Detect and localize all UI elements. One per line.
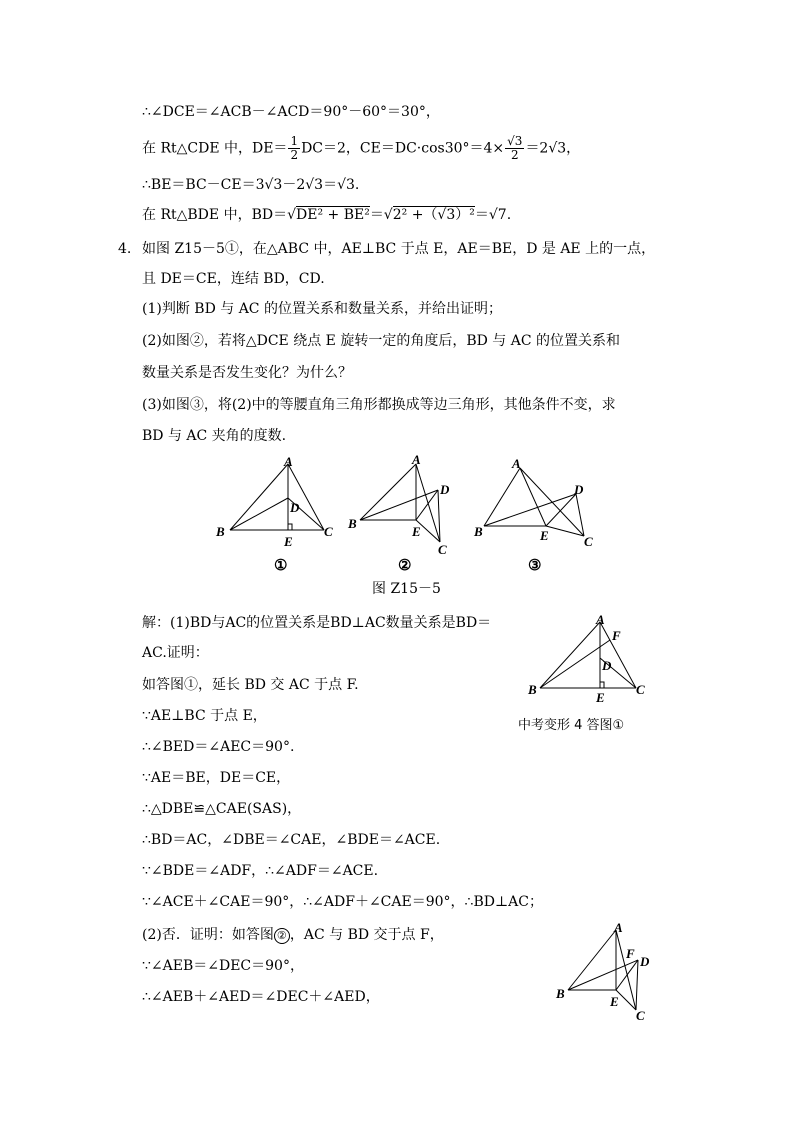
fig3-edge-bd [484, 494, 576, 526]
ans2-edge-ac [616, 930, 636, 1010]
solution-text-7: ∴△DBE≌△CAE(SAS)， [142, 801, 302, 817]
fig3-number: ③ [528, 558, 542, 574]
question-part-2a: (2)如图②，若将△DCE 绕点 E 旋转一定的角度后，BD 与 AC 的位置关系和 [142, 333, 621, 349]
circled-two: ② [274, 928, 290, 944]
ans2-edge-ab [568, 930, 616, 990]
solution-text-12: ∵∠AEB＝∠DEC＝90°， [142, 958, 304, 974]
fig1-right-angle [288, 524, 292, 530]
fraction-half: $\frac{1}{2}$ [290, 134, 299, 162]
solution-text-5: ∴∠BED＝∠AEC＝90°. [142, 739, 295, 755]
question-text-1: 如图 Z15－5①，在△ABC 中，AE⊥BC 于点 E，AE＝BE，D 是 AE 上的一点， [142, 241, 656, 257]
fig3-label-e: E [540, 528, 549, 543]
solution-line-1: ∴∠DCE＝∠ACB－∠ACD＝90°－60°＝30°， [142, 104, 440, 120]
fig2-label-b: B [348, 516, 357, 531]
fig2-label-c: C [438, 542, 447, 557]
solution-text-2: AC.证明： [142, 645, 209, 661]
fig3-label-c: C [584, 534, 593, 549]
solution-text-6: ∵AE＝BE，DE＝CE， [142, 770, 291, 786]
fig1-label-c: C [324, 524, 333, 539]
solution-text-10: ∵∠ACE＋∠CAE＝90°，∴∠ADF＋∠CAE＝90°，∴BD⊥AC； [142, 894, 543, 910]
fig1-label-b: B [216, 524, 225, 539]
ans1-edge-ab [540, 622, 600, 688]
answer-figure-2 [554, 920, 664, 1024]
solution-11-part-a: (2)否．证明：如答图 [142, 927, 274, 943]
fig2-label-a: A [412, 452, 421, 467]
fig2-edge-ab [360, 464, 416, 520]
fig3-edge-dc [576, 494, 584, 536]
fig1-label-a: A [284, 454, 293, 469]
ans2-label-e: E [610, 994, 619, 1009]
solution-line-3: ∴BE＝BC－CE＝3√3－2√3＝√3. [142, 177, 360, 193]
solution-line-4 [142, 206, 511, 224]
fig2-label-d: D [440, 482, 450, 497]
fig2-label-e: E [412, 524, 421, 539]
ans1-label-c: C [636, 682, 645, 697]
ans2-label-d: D [640, 954, 650, 969]
figure-2 [342, 450, 462, 576]
figure-1 [212, 452, 342, 576]
line4-part-a: 在 Rt△BDE 中，BD＝√ [142, 207, 296, 223]
fraction-sqrt3-half: $\frac{√3}{2}$ [507, 134, 523, 162]
answer-figure-caption: 中考变形 4 答图① [518, 718, 625, 733]
fig2-edge-dc [438, 490, 440, 542]
figure-caption: 图 Z15－5 [372, 581, 441, 597]
ans2-label-a: A [614, 920, 623, 935]
fig3-edge-ae [520, 468, 546, 526]
ans1-label-e: E [596, 690, 605, 704]
figure-3 [470, 454, 600, 576]
ans1-label-a: A [596, 612, 605, 627]
line2-part-c: ＝2√3， [525, 140, 581, 157]
ans1-label-b: B [528, 682, 537, 697]
solution-text-4: ∵AE⊥BC 于点 E， [142, 708, 267, 724]
fig3-edge-ec [546, 526, 584, 536]
solution-text-9: ∵∠BDE＝∠ADF，∴∠ADF＝∠ACE. [142, 863, 379, 879]
fig3-label-b: B [474, 524, 483, 539]
question-part-1: (1)判断 BD 与 AC 的位置关系和数量关系，并给出证明； [142, 301, 502, 317]
question-part-2b: 数量关系是否发生变化？为什么？ [142, 365, 352, 381]
fig3-label-a: A [512, 456, 521, 471]
solution-11-part-b: ，AC 与 BD 交于点 F， [289, 927, 444, 943]
question-part-3a: (3)如图③，将(2)中的等腰直角三角形都换成等边三角形，其他条件不变，求 [142, 397, 616, 413]
line4-part-c: ＝√ [369, 207, 393, 223]
solution-text-13: ∴∠AEB＋∠AED＝∠DEC＋∠AED， [142, 989, 380, 1005]
fig2-number: ② [398, 558, 412, 574]
line4-part-e: ＝√7. [474, 207, 512, 223]
fig1-label-e: E [284, 534, 293, 549]
answer-figure-1 [524, 612, 654, 704]
line2-part-b: DC＝2，CE＝DC·cos30°＝4× [301, 140, 505, 157]
ans2-label-f: F [626, 946, 635, 961]
ans2-edge-dc [636, 960, 638, 1010]
solution-text-8: ∴BD＝AC，∠DBE＝∠CAE，∠BDE＝∠ACE. [142, 832, 441, 848]
solution-text-11 [142, 926, 444, 944]
solution-text-1: 解：(1)BD与AC的位置关系是BD⊥AC数量关系是BD＝ [142, 615, 492, 631]
line4-radicand-1: DE² + BE² [296, 207, 370, 223]
solution-text-3: 如答图①，延长 BD 交 AC 于点 F. [142, 677, 359, 693]
fig1-edge-ab [230, 464, 288, 530]
fig2-edge-bd [360, 490, 438, 520]
ans1-right-angle [600, 682, 604, 688]
question-number: 4. [118, 241, 132, 257]
fig1-label-d: D [290, 500, 300, 515]
solution-line-2 [142, 135, 580, 162]
fig1-edge-ac [288, 464, 324, 530]
line2-part-a: 在 Rt△CDE 中，DE＝ [142, 140, 288, 157]
fig1-edge-bd [230, 498, 288, 530]
question-part-3b: BD 与 AC 夹角的度数. [142, 428, 287, 444]
fig3-label-d: D [574, 482, 584, 497]
ans1-label-d: D [602, 658, 612, 673]
ans1-label-f: F [612, 628, 621, 643]
question-text-2: 且 DE＝CE，连结 BD，CD. [142, 271, 325, 287]
line4-radicand-2: 2² +（√3）² [392, 207, 475, 223]
ans2-label-b: B [556, 986, 565, 1001]
fig3-edge-ab [484, 468, 520, 526]
fig1-number: ① [274, 558, 288, 574]
ans2-label-c: C [636, 1008, 645, 1023]
